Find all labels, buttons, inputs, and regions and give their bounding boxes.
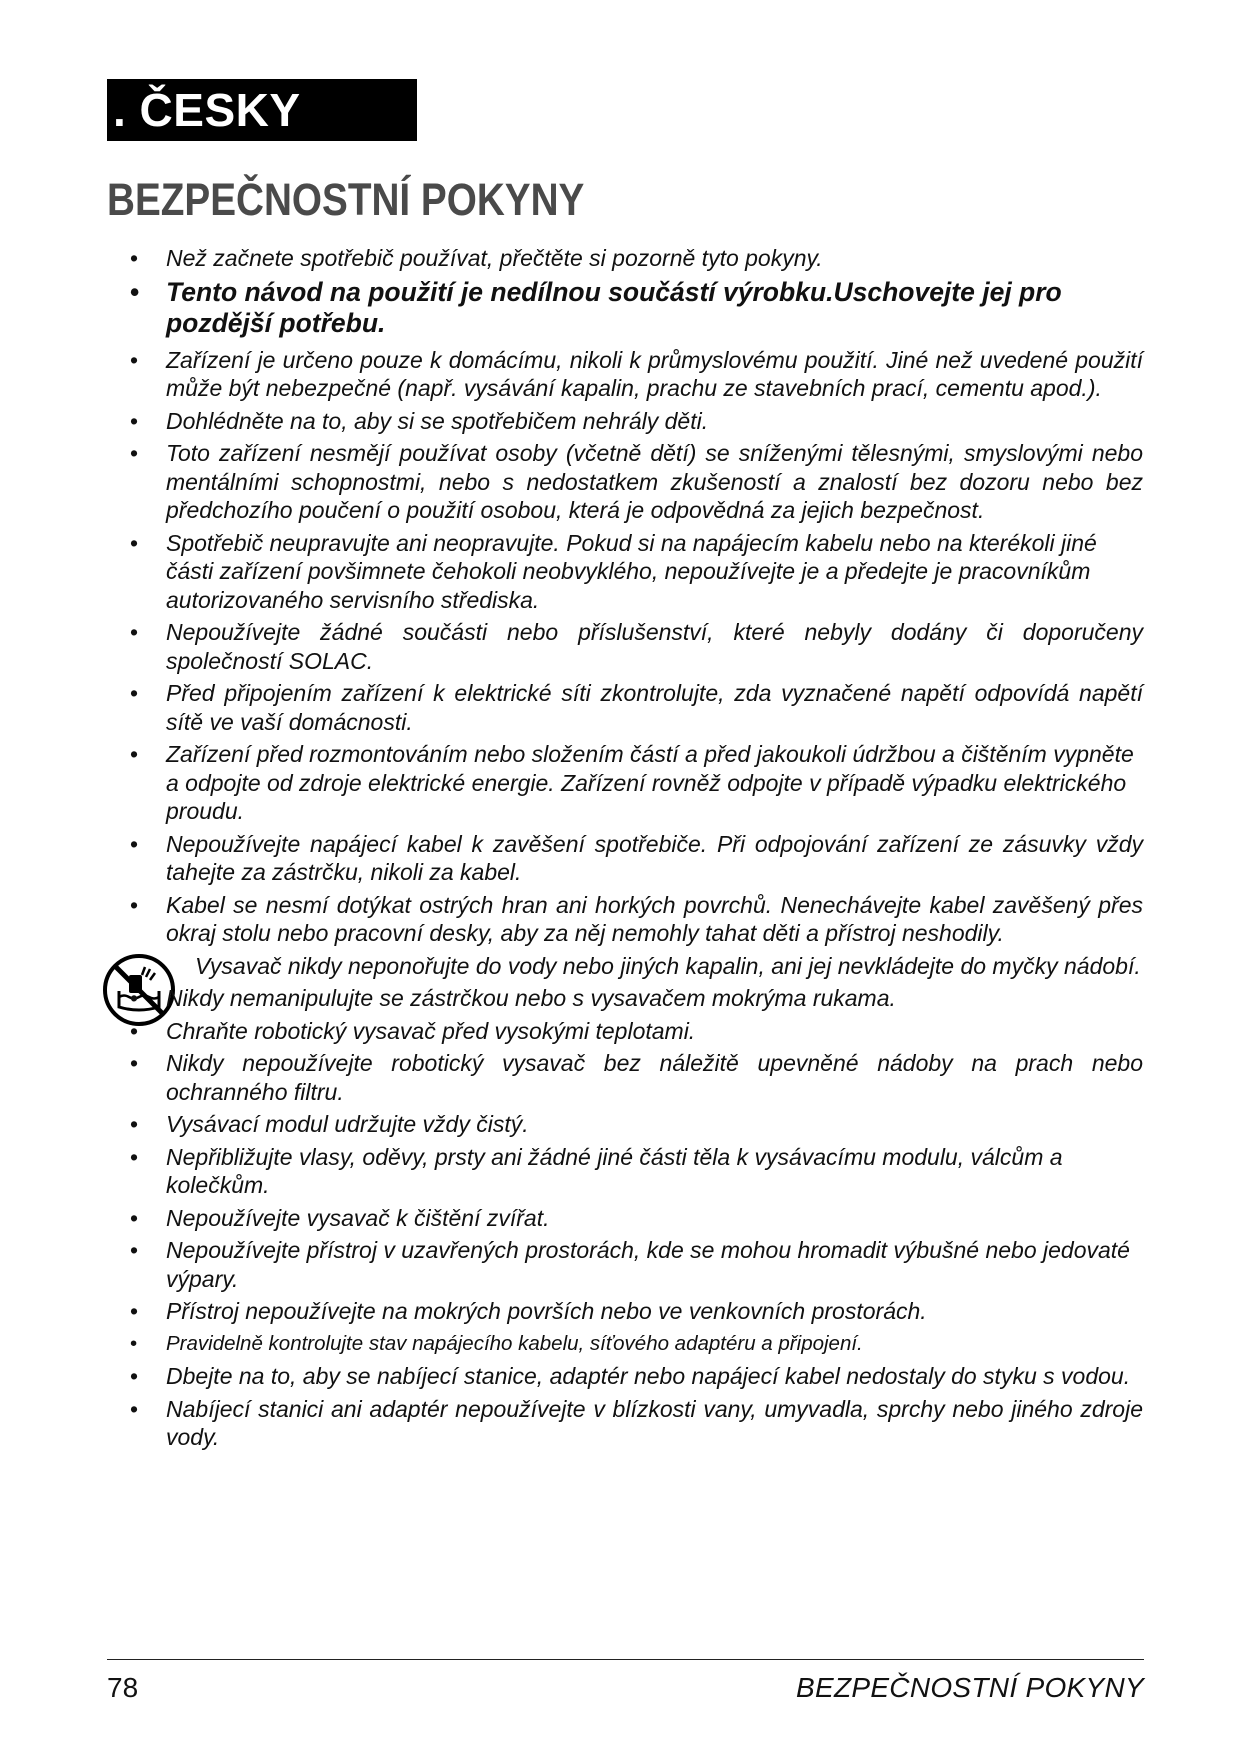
bullet: •: [130, 1143, 139, 1170]
list-item-text: Zařízení před rozmontováním nebo složením částí a před jakoukoli údržbou a čištěním vypněte a odpojte od zdroje elektrické energie. Zařízení rovněž odpojte v případě výpadku elektrického proudu.: [166, 741, 1134, 824]
list-item: [122, 1204, 1143, 1233]
bullet: •: [130, 245, 139, 271]
list-item-text: Přístroj nepoužívejte na mokrých površích nebo ve venkovních prostorách.: [166, 1298, 927, 1324]
bullet: •: [130, 1017, 139, 1044]
bullet: •: [130, 985, 139, 1011]
list-item: [122, 1362, 1143, 1391]
list-item-text: Zařízení je určeno pouze k domácímu, nikoli k průmyslovému použití. Jiné než uvedené použití může být nebezpečné (např. vysávání kapalin, prachu ze stavebních prací, cementu apod.).: [166, 346, 1143, 401]
bullet: •: [130, 741, 139, 767]
bullet: •: [130, 830, 139, 857]
list-item: [122, 1395, 1143, 1452]
list-item-text: Vysávací modul udržujte vždy čistý.: [166, 1111, 529, 1137]
list-item: [122, 439, 1143, 525]
list-item-text: Nepoužívejte přístroj v uzavřených prostorách, kde se mohou hromadit výbušné nebo jedovaté výpary.: [166, 1237, 1130, 1292]
bullet: •: [130, 1363, 139, 1389]
bullet: •: [130, 529, 139, 556]
list-item-text: Nepoužívejte napájecí kabel k zavěšení spotřebiče. Při odpojování zařízení ze zásuvky vždy tahejte za zástrčku, nikoli za kabel.: [166, 830, 1143, 885]
list-item: [122, 1297, 1143, 1326]
list-item-text: Nabíjecí stanici ani adaptér nepoužívejte v blízkosti vany, umyvadla, sprchy nebo jiného zdroje vody.: [166, 1395, 1143, 1450]
list-item: [122, 244, 1143, 273]
list-item: [122, 679, 1143, 736]
bullet: •: [130, 619, 139, 645]
list-item-text: Nepoužívejte žádné součásti nebo příslušenství, které nebyly dodány či doporučeny společností SOLAC.: [166, 619, 1143, 674]
list-item: [122, 1110, 1143, 1139]
list-item-text: Před připojením zařízení k elektrické síti zkontrolujte, zda vyznačené napětí odpovídá napětí sítě ve vaší domácnosti.: [166, 680, 1143, 735]
list-item-text: Spotřebič neupravujte ani neopravujte. Pokud si na napájecím kabelu nebo na kterékoli jiné části zařízení povšimnete čehokoli neobvyklého, nepoužívejte je a předejte je pracovníkům autorizovaného servisního střediska.: [166, 529, 1097, 613]
list-item: [122, 346, 1143, 403]
list-item: [122, 407, 1143, 436]
list-item: [122, 740, 1143, 826]
safety-instructions-list: [122, 244, 1143, 1456]
bullet: •: [130, 891, 139, 918]
list-item-text: Chraňte robotický vysavač před vysokými teplotami.: [166, 1017, 696, 1044]
list-item-text: Nikdy nemanipulujte se zástrčkou nebo s vysavačem mokrýma rukama.: [166, 985, 896, 1011]
bullet: •: [130, 1204, 139, 1231]
bullet: •: [130, 440, 139, 466]
bullet: •: [130, 1331, 138, 1355]
bullet: •: [130, 1111, 139, 1137]
list-item: [122, 1017, 1143, 1046]
list-item-text: Pravidelně kontrolujte stav napájecího kabelu, síťového adaptéru a připojení.: [166, 1331, 863, 1355]
footer-section-title: BEZPEČNOSTNÍ POKYNY: [796, 1672, 1144, 1703]
list-item-text: Vysavač nikdy neponořujte do vody nebo jiných kapalin, ani jej nevkládejte do myčky nádobí.: [195, 952, 1141, 979]
list-item: [122, 1143, 1143, 1200]
list-item: [122, 1049, 1143, 1106]
bullet: •: [130, 1298, 139, 1324]
bullet: •: [130, 407, 139, 434]
list-item-with-pictogram: [112, 952, 1143, 981]
list-item: [122, 529, 1143, 615]
list-item-text: Dohlédněte na to, aby si se spotřebičem nehrály děti.: [166, 407, 709, 434]
list-item-text: Kabel se nesmí dotýkat ostrých hran ani horkých povrchů. Nenechávejte kabel zavěšený přes okraj stolu nebo pracovní desky, aby za něj nemohly tahat děti a přístroj neshodily.: [166, 891, 1143, 946]
list-item-text: Nikdy nepoužívejte robotický vysavač bez náležitě upevněné nádoby na prach nebo ochranného filtru.: [166, 1050, 1143, 1105]
list-item-text: Tento návod na použití je nedílnou součástí výrobku.Uschovejte jej pro pozdější potřebu.: [166, 276, 1062, 338]
bullet: •: [130, 680, 139, 706]
list-item: [122, 830, 1143, 887]
footer-divider: [107, 1659, 1144, 1660]
page-title: BEZPEČNOSTNÍ POKYNY: [107, 174, 585, 225]
list-item-text: Než začnete spotřebič používat, přečtěte si pozorně tyto pokyny.: [166, 245, 823, 271]
list-item: [122, 1330, 1143, 1359]
list-item-emphasis: [122, 277, 1143, 339]
page-number: 78: [107, 1672, 139, 1703]
list-item: [122, 618, 1143, 675]
list-item-text: Nepřibližujte vlasy, oděvy, prsty ani žádné jiné části těla k vysávacímu modulu, válcům a kolečkům.: [166, 1143, 1063, 1198]
list-item: [122, 891, 1143, 948]
language-tag: . ČESKY: [107, 79, 417, 141]
bullet: •: [130, 1395, 139, 1422]
bullet: •: [130, 1050, 139, 1076]
list-item-text: Toto zařízení nesmějí používat osoby (včetně dětí) se sníženými tělesnými, smyslovými nebo mentálními schopnostmi, nebo s nedostatkem zkušeností a znalostí bez dozoru nebo bez předchozího poučení o použití osobou, která je odpovědná za jejich bezpečnost.: [166, 440, 1143, 523]
list-item-text: Nepoužívejte vysavač k čištění zvířat.: [166, 1204, 550, 1231]
list-item: [122, 984, 1143, 1013]
bullet: •: [130, 276, 140, 307]
bullet: •: [130, 1237, 139, 1263]
list-item: [122, 1236, 1143, 1293]
bullet: •: [130, 346, 139, 373]
list-item-text: Dbejte na to, aby se nabíjecí stanice, adaptér nebo napájecí kabel nedostaly do styku s vodou.: [166, 1363, 1131, 1389]
